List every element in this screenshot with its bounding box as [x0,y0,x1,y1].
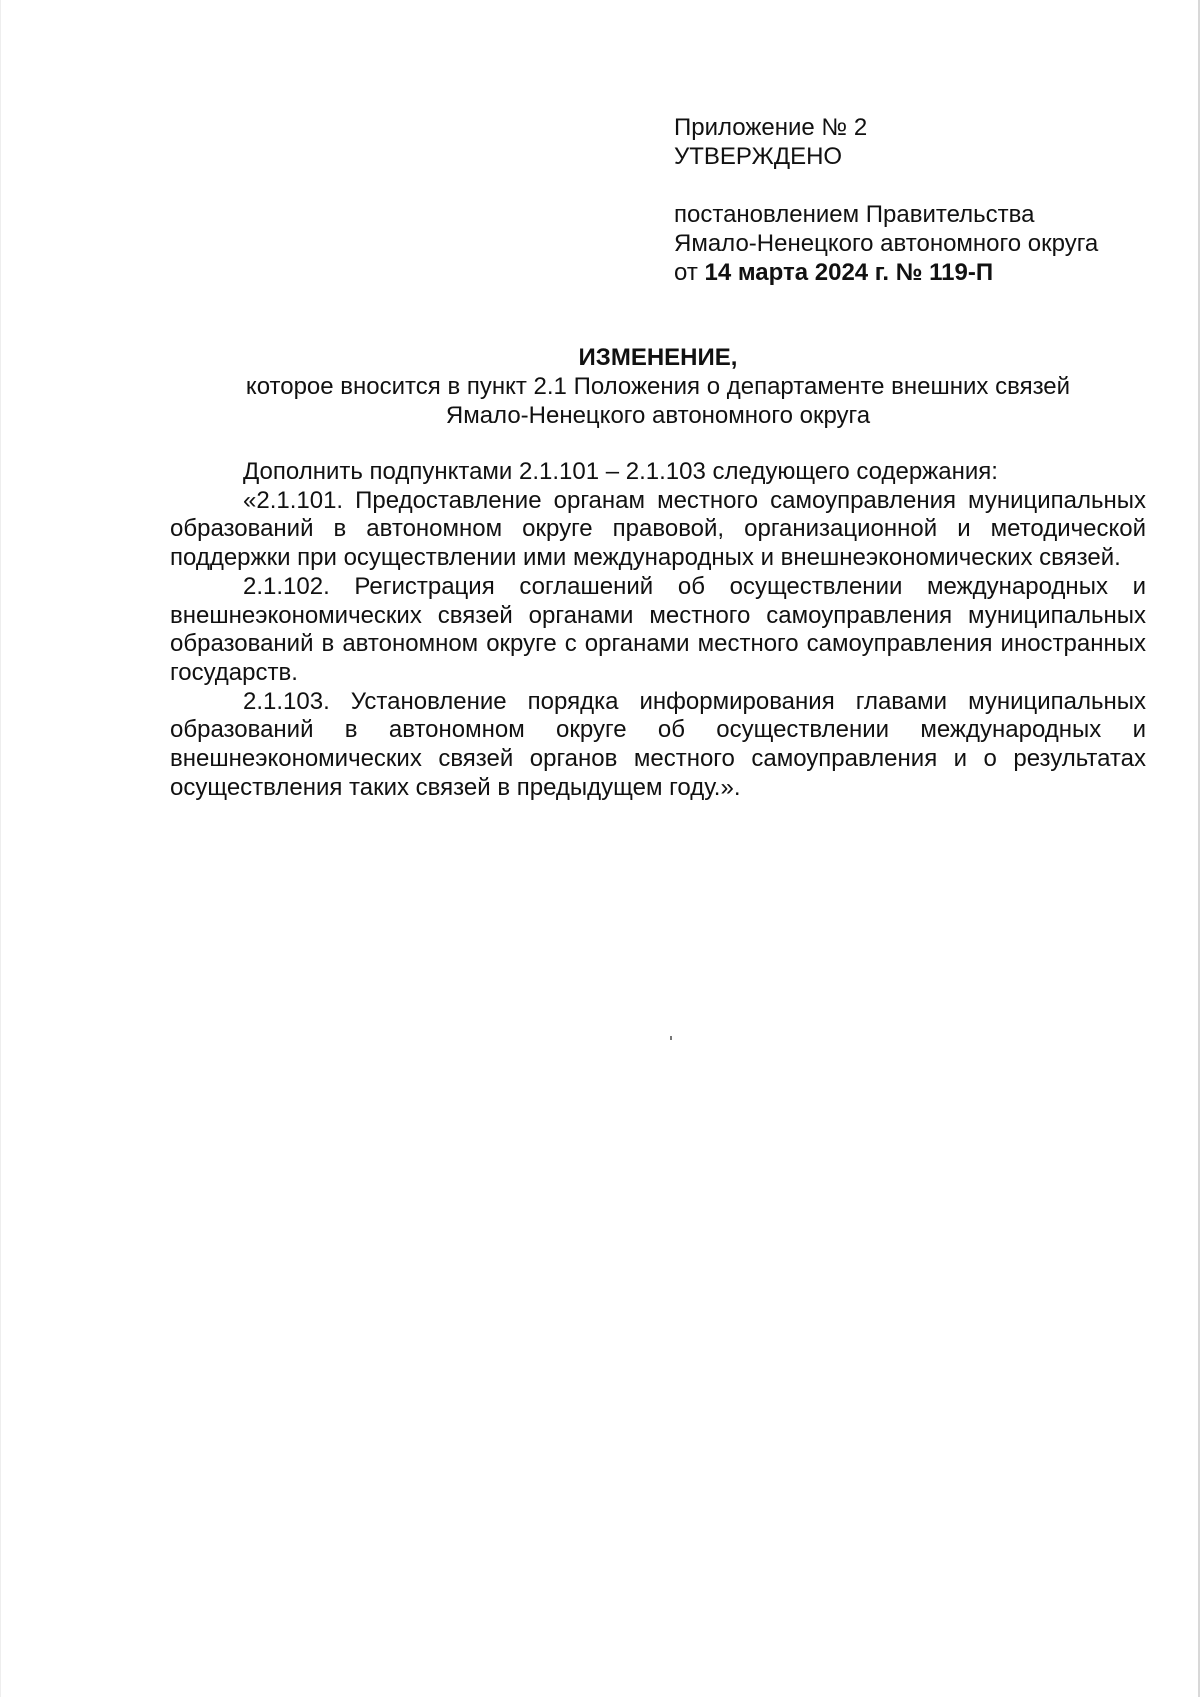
document-subtitle-line2: Ямало-Ненецкого автономного округа [445,402,871,429]
item-2-1-102: 2.1.102. Регистрация соглашений об осуществлении международных и внешнеэкономических связей органами местного самоуправления муниципальных образований в автономном округе с органами местного самоуправления иностранных государств. [170,572,1146,686]
item-2-1-101: «2.1.101. Предоставление органам местного самоуправления муниципальных образований в автономном округе правовой, организационной и методической поддержки при осуществлении ими международных и внешнеэкономических связей. [170,486,1146,572]
approval-gap [674,171,1154,200]
appendix-number: Приложение № 2 [674,114,868,141]
document-heading [170,343,1146,430]
resolution-date-number: 14 марта 2024 г. № 119-П [704,259,994,286]
page-left-edge [0,0,1,1697]
intro-paragraph: Дополнить подпунктами 2.1.101 – 2.1.103 следующего содержания: [243,458,998,485]
resolution-line: постановлением Правительства [674,201,1035,228]
government-name: Ямало-Ненецкого автономного округа [674,230,1099,257]
approval-block [674,113,1154,287]
document-title: ИЗМЕНЕНИЕ, [578,344,738,371]
document-subtitle-line1: которое вносится в пункт 2.1 Положения о департаменте внешних связей [245,373,1071,400]
date-prefix: от [674,259,698,286]
scan-speck [670,1036,672,1040]
item-2-1-103: 2.1.103. Установление порядка информирования главами муниципальных образований в автономном округе об осуществлении международных и внешнеэкономических связей органов местного самоуправления и о результатах осуществления таких связей в предыдущем году.». [170,687,1146,801]
approved-label: УТВЕРЖДЕНО [674,143,843,170]
resolution-date-line [674,258,1154,287]
document-body [170,458,1146,802]
